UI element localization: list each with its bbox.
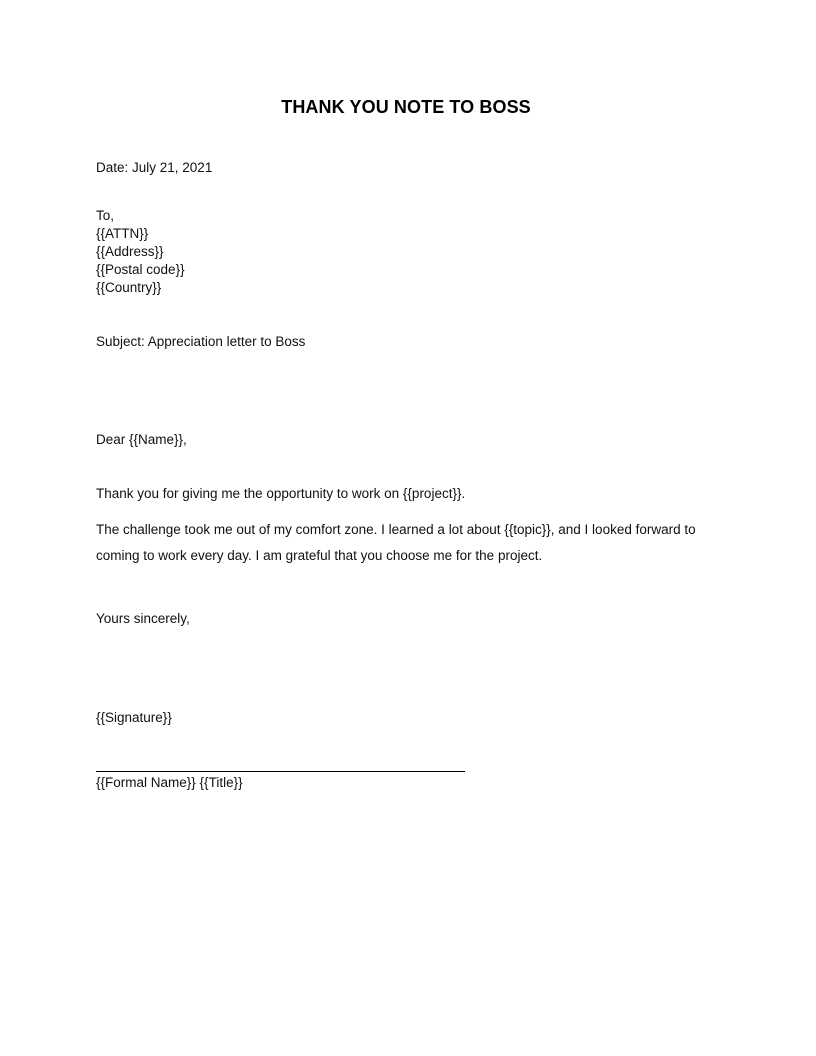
recipient-address: {{Address}}	[96, 244, 164, 259]
recipient-country: {{Country}}	[96, 280, 162, 295]
closing: Yours sincerely,	[96, 611, 190, 626]
formal-name-title: {{Formal Name}} {{Title}}	[96, 775, 243, 790]
body-paragraph: Thank you for giving me the opportunity to work on {{project}}.	[96, 486, 466, 501]
salutation: Dear {{Name}},	[96, 432, 187, 447]
recipient-postal-code: {{Postal code}}	[96, 262, 185, 277]
recipient-attn: {{ATTN}}	[96, 226, 149, 241]
recipient-to: To,	[96, 208, 115, 223]
letter-date: Date: July 21, 2021	[96, 160, 213, 175]
letter-subject: Subject: Appreciation letter to Boss	[96, 334, 306, 349]
signature-placeholder: {{Signature}}	[96, 710, 172, 725]
signature-line	[96, 771, 465, 772]
body-paragraph: The challenge took me out of my comfort zone. I learned a lot about {{topic}}, and I looked forward to coming to work every day. I am grateful that you choose me for the project.	[96, 522, 696, 563]
document-title: THANK YOU NOTE TO BOSS	[281, 97, 531, 117]
